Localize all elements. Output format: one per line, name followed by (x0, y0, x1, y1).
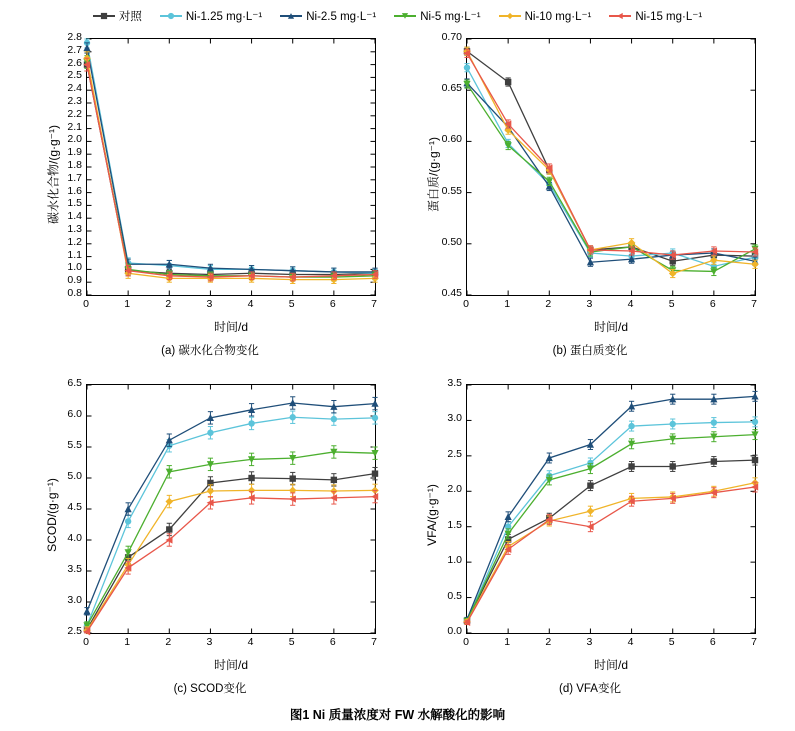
panel-a-caption: (a) 碳水化合物变化 (161, 345, 259, 357)
panel-b-y-axis-title: 蛋白质/(g·g⁻¹) (426, 137, 441, 213)
c-x-tick-label: 2 (165, 636, 172, 648)
data-point-square-icon (505, 79, 511, 85)
b-x-tick-label: 2 (545, 298, 552, 310)
data-point-circle-icon (125, 518, 131, 524)
series-3 (83, 43, 378, 276)
a-y-tick-label: 2.3 (67, 95, 82, 107)
d-x-tick-label: 1 (504, 636, 511, 648)
data-point-square-icon (670, 463, 676, 469)
c-y-tick-label: 5.0 (67, 470, 82, 482)
data-point-diamond-icon (751, 260, 759, 268)
data-point-circle-icon (248, 420, 254, 426)
a-y-tick-label: 2.7 (67, 43, 82, 56)
d-x-tick-label: 2 (545, 636, 552, 648)
data-point-triangle-down-icon (166, 469, 173, 476)
c-x-tick-label: 6 (329, 636, 336, 648)
c-y-tick-label: 6.5 (67, 377, 82, 389)
legend-item-2 (160, 9, 262, 23)
b-x-tick-label: 1 (504, 298, 511, 310)
a-y-tick-label: 1.6 (67, 184, 82, 197)
panel-d-x-axis-title: 时间/d (593, 658, 628, 672)
b-series-layer (467, 39, 755, 295)
d-y-tick-label: 1.0 (447, 554, 462, 567)
a-y-tick-label: 2.2 (67, 107, 82, 120)
a-y-tick-label: 1.2 (67, 235, 82, 248)
a-y-tick-label: 1.1 (67, 248, 82, 261)
legend-swatch-square-icon (93, 15, 115, 17)
legend-label: Ni-15 mg·L⁻¹ (635, 11, 703, 23)
panel-c-caption: (c) SCOD变化 (173, 683, 247, 695)
a-y-tick-label: 1.3 (67, 223, 82, 235)
d-x-tick-label: 4 (627, 636, 634, 648)
a-y-tick-label: 2.0 (67, 133, 82, 146)
data-point-triangle-up-icon (125, 505, 132, 512)
b-y-tick-label: 0.45 (441, 287, 462, 299)
d-y-tick-label: 1.5 (447, 518, 462, 531)
panel-a (30, 26, 390, 366)
a-y-tick-label: 0.9 (67, 274, 82, 287)
c-series-layer (87, 385, 375, 633)
c-y-tick-label: 3.0 (67, 594, 82, 606)
panel-c-y-axis-title: SCOD/(g·g⁻¹) (45, 478, 59, 552)
b-x-tick-label: 4 (627, 298, 634, 310)
data-point-circle-icon (207, 430, 213, 436)
d-y-tick-label: 3.5 (447, 377, 462, 389)
data-point-triangle-up-icon (83, 608, 90, 615)
b-x-tick-label: 6 (709, 298, 716, 310)
c-y-tick-label: 3.5 (67, 563, 82, 575)
legend-swatch-triangle-left-icon (609, 15, 631, 17)
d-x-tick-label: 5 (668, 636, 675, 648)
a-x-tick-label: 6 (329, 298, 336, 310)
legend-item-5 (499, 9, 592, 23)
b-y-tick-label: 0.65 (441, 82, 462, 95)
panel-a-plot-area (86, 38, 376, 296)
d-y-tick-label: 0.0 (447, 625, 462, 637)
a-x-tick-label: 0 (83, 298, 89, 310)
a-y-tick-label: 1.9 (67, 146, 82, 159)
a-y-tick-label: 2.6 (67, 56, 82, 69)
c-y-tick-label: 2.5 (67, 625, 82, 637)
a-y-tick-label: 1.7 (67, 171, 82, 184)
data-point-circle-icon (670, 421, 676, 427)
series-1 (464, 455, 758, 624)
d-x-tick-label: 7 (751, 636, 757, 648)
data-point-square-icon (711, 458, 717, 464)
panel-b-plot-area (466, 38, 756, 296)
legend-label: 对照 (118, 11, 142, 23)
a-y-tick-label: 2.4 (67, 82, 82, 95)
series-5 (83, 52, 379, 284)
c-x-tick-label: 5 (288, 636, 295, 648)
legend-swatch-triangle-up-icon (280, 15, 302, 17)
a-x-tick-label: 3 (206, 298, 213, 310)
data-point-circle-icon (290, 414, 296, 420)
data-point-square-icon (290, 475, 296, 481)
series-1 (464, 47, 758, 265)
data-point-circle-icon (628, 423, 634, 429)
c-y-tick-label: 4.0 (67, 532, 82, 544)
legend-item-4 (394, 9, 480, 23)
data-point-diamond-icon (207, 487, 215, 495)
series-2 (84, 39, 378, 277)
c-x-tick-label: 7 (371, 636, 377, 648)
figure-caption: 图1 Ni 质量浓度对 FW 水解酸化的影响 (289, 708, 506, 722)
data-point-square-icon (752, 457, 758, 463)
a-x-tick-label: 1 (124, 298, 131, 310)
a-x-tick-label: 7 (371, 298, 377, 310)
panel-d-y-axis-title: VFA/(g·g⁻¹) (425, 484, 439, 546)
series-3 (463, 79, 758, 266)
b-y-tick-label: 0.70 (441, 31, 462, 43)
chart-grid (0, 26, 795, 726)
b-x-tick-label: 0 (463, 298, 469, 310)
series-1 (84, 58, 378, 278)
series-6 (83, 58, 378, 281)
data-point-circle-icon (464, 64, 470, 70)
legend-swatch-triangle-down-icon (394, 15, 416, 17)
a-y-tick-label: 1.8 (67, 159, 82, 171)
b-y-tick-label: 0.55 (441, 184, 462, 197)
d-y-tick-label: 3.0 (447, 412, 462, 425)
data-point-diamond-icon (165, 498, 173, 506)
panel-a-x-axis-title: 时间/d (213, 320, 248, 334)
panel-b (410, 26, 770, 366)
a-y-tick-label: 0.8 (67, 287, 82, 299)
d-y-tick-label: 0.5 (447, 589, 462, 602)
legend-label: Ni-1.25 mg·L⁻¹ (185, 11, 263, 23)
d-y-tick-label: 2.5 (447, 447, 462, 460)
panel-c-x-axis-title: 时间/d (213, 658, 248, 672)
a-y-tick-label: 1.0 (67, 261, 82, 274)
a-y-tick-label: 1.4 (67, 210, 82, 223)
a-series-layer (87, 39, 375, 295)
data-point-circle-icon (752, 419, 758, 425)
a-x-tick-label: 5 (288, 298, 295, 310)
c-x-tick-label: 3 (206, 636, 213, 648)
panel-c (30, 374, 390, 714)
panel-a-y-axis-title: 碳水化合物/(g·g⁻¹) (46, 125, 61, 225)
series-2 (84, 411, 378, 629)
data-point-square-icon (166, 526, 172, 532)
b-y-tick-label: 0.50 (441, 235, 462, 248)
d-x-tick-label: 0 (463, 636, 469, 648)
legend-label: Ni-5 mg·L⁻¹ (420, 11, 481, 23)
d-x-tick-label: 6 (709, 636, 716, 648)
b-x-tick-label: 5 (668, 298, 675, 310)
legend-item-6 (609, 9, 702, 23)
legend-item-1 (93, 8, 142, 24)
a-y-tick-label: 2.1 (67, 120, 82, 133)
panel-d (410, 374, 770, 714)
series-4 (83, 56, 378, 281)
a-x-tick-label: 2 (165, 298, 172, 310)
legend-item-3 (280, 9, 376, 23)
c-y-tick-label: 5.5 (67, 439, 82, 451)
a-x-tick-label: 4 (247, 298, 254, 310)
panel-b-x-axis-title: 时间/d (593, 320, 628, 334)
data-point-diamond-icon (587, 507, 595, 515)
a-y-tick-label: 1.5 (67, 197, 82, 210)
b-y-tick-label: 0.60 (441, 133, 462, 146)
chart-legend (0, 8, 795, 24)
a-y-tick-label: 2.8 (67, 31, 82, 43)
b-x-tick-label: 7 (751, 298, 757, 310)
panel-d-plot-area (466, 384, 756, 634)
panel-c-plot-area (86, 384, 376, 634)
d-y-tick-label: 2.0 (447, 483, 462, 496)
data-point-circle-icon (331, 416, 337, 422)
a-y-tick-label: 2.5 (67, 69, 82, 82)
c-x-tick-label: 0 (83, 636, 89, 648)
data-point-square-icon (628, 463, 634, 469)
c-x-tick-label: 1 (124, 636, 131, 648)
series-6 (463, 482, 758, 626)
d-series-layer (467, 385, 755, 633)
data-point-square-icon (248, 475, 254, 481)
panel-d-caption: (d) VFA变化 (559, 683, 621, 695)
legend-swatch-diamond-icon (499, 15, 521, 17)
series-3 (83, 397, 378, 615)
legend-label: Ni-2.5 mg·L⁻¹ (306, 11, 377, 23)
data-point-circle-icon (711, 419, 717, 425)
c-y-tick-label: 4.5 (67, 501, 82, 513)
data-point-square-icon (372, 470, 378, 476)
legend-label: Ni-10 mg·L⁻¹ (524, 11, 592, 23)
c-y-tick-label: 6.0 (67, 408, 82, 420)
data-point-square-icon (331, 477, 337, 483)
d-x-tick-label: 3 (586, 636, 593, 648)
data-point-circle-icon (372, 415, 378, 421)
data-point-square-icon (587, 482, 593, 488)
b-x-tick-label: 3 (586, 298, 593, 310)
c-x-tick-label: 4 (247, 636, 254, 648)
legend-swatch-circle-icon (160, 15, 182, 17)
series-2 (464, 64, 758, 271)
panel-b-caption: (b) 蛋白质变化 (552, 345, 628, 357)
